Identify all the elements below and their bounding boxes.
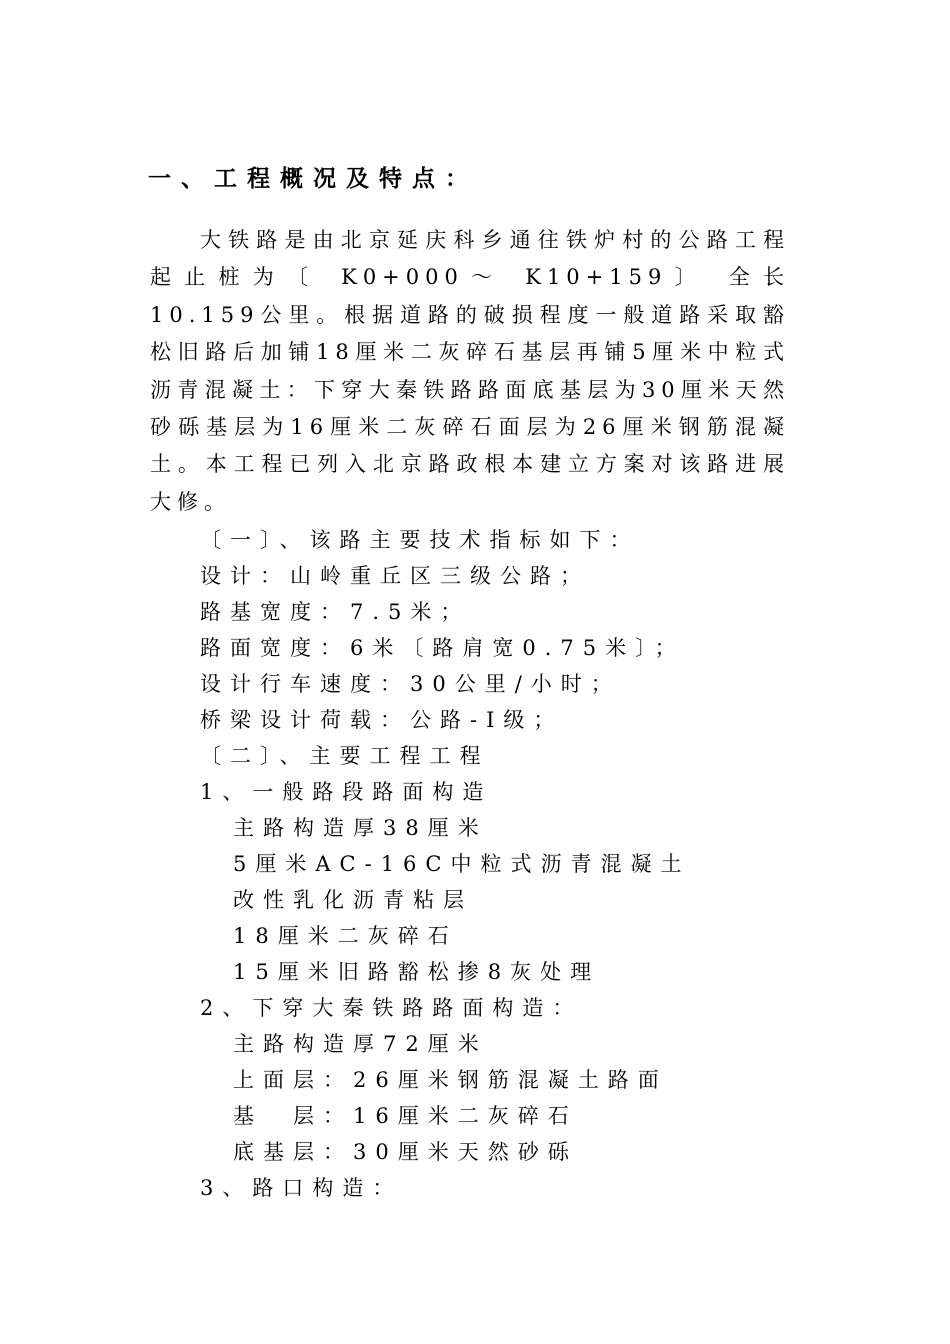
spec-item: 路基宽度：7.5米； bbox=[200, 600, 471, 624]
subsection-title: 1、一般路段路面构造 bbox=[200, 780, 493, 804]
subsection-title: 3、路口构造： bbox=[200, 1176, 403, 1200]
structure-item: 主路构造厚72厘米 bbox=[233, 1032, 488, 1056]
structure-item: 15厘米旧路豁松掺8灰处理 bbox=[233, 960, 601, 984]
structure-item: 上面层：26厘米钢筋混凝土路面 bbox=[233, 1068, 668, 1092]
structure-item: 改性乳化沥青粘层 bbox=[233, 888, 473, 912]
subsection-title: 2、下穿大秦铁路路面构造： bbox=[200, 996, 583, 1020]
spec-item: 桥梁设计荷载：公路-Ⅰ级； bbox=[200, 708, 564, 732]
spec-item: 路面宽度：6米〔路肩宽0.75米〕； bbox=[200, 636, 685, 660]
spec-item: 设计行车速度：30公里/小时； bbox=[200, 672, 621, 696]
structure-item: 5厘米AC-16C中粒式沥青混凝土 bbox=[233, 852, 691, 876]
structure-item: 基 层：16厘米二灰碎石 bbox=[233, 1104, 578, 1128]
structure-item: 主路构造厚38厘米 bbox=[233, 816, 488, 840]
section-heading: 一、工程概况及特点： bbox=[148, 166, 478, 192]
intro-paragraph: 大铁路是由北京延庆科乡通往铁炉村的公路工程起止桩为〔 K0+000～ K10+159〕 全长10.159公里。根据道路的破损程度一般道路采取豁松旧路后加铺18厘米二灰碎石基层再铺5厘米中粒式沥青混凝土：下穿大秦铁路路面底基层为30厘米天然砂砾基层为16厘米二灰碎石面层为26厘米钢筋混凝土。本工程已列入北京路政根本建立方案对该路进展大修。 bbox=[150, 228, 790, 514]
structure-item: 18厘米二灰碎石 bbox=[233, 924, 458, 948]
structure-item: 底基层：30厘米天然砂砾 bbox=[233, 1140, 578, 1164]
main-works-title: 〔二〕、主要工程工程 bbox=[200, 744, 490, 768]
tech-spec-title: 〔一〕、该路主要技术指标如下： bbox=[200, 528, 640, 552]
spec-item: 设计：山岭重丘区三级公路； bbox=[200, 564, 590, 588]
